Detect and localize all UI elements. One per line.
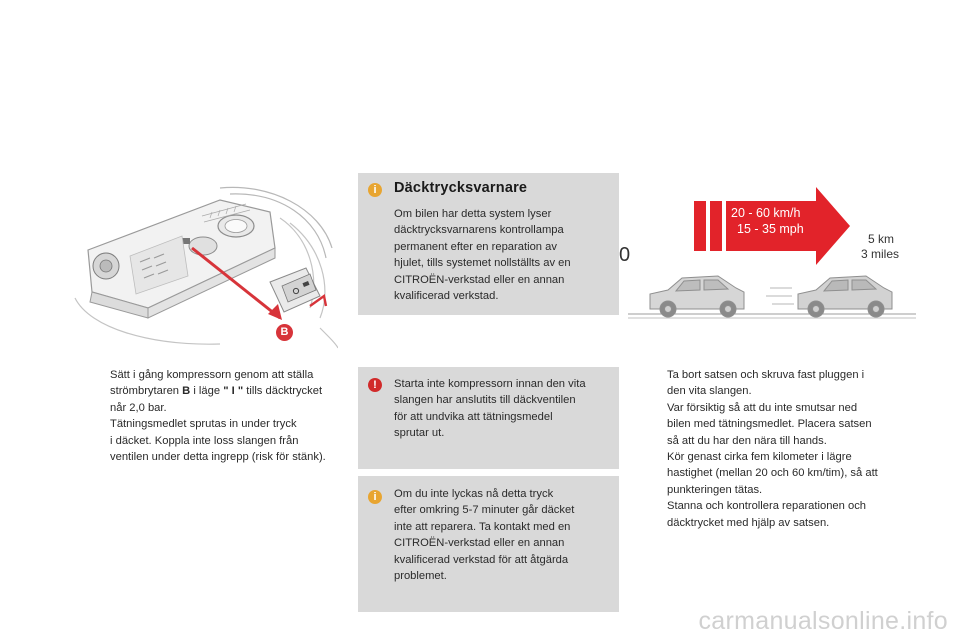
instruction-text: tills däcktrycket — [243, 385, 323, 398]
start-zero-label: 0 — [619, 244, 631, 266]
info-icon: i — [368, 490, 382, 504]
repair-fail-line: inte att reparera. Ta kontakt med en — [394, 520, 571, 533]
instruction-item — [643, 367, 933, 449]
instruction-line: Stanna och kontrollera reparationen och — [667, 500, 867, 513]
compressor-kit-illustration — [70, 178, 338, 350]
instruction-line: i däcket. Koppla inte loss slangen från — [110, 434, 299, 447]
repair-fail-line: problemet. — [394, 570, 447, 583]
tpms-line: permanent efter en reparation av — [394, 240, 557, 253]
speed-mph-label: 15 - 35 mph — [737, 222, 804, 236]
tpms-title: Däcktrycksvarnare — [394, 180, 528, 196]
instruction-item — [643, 449, 933, 498]
instruction-line: punkteringen tätas. — [667, 483, 763, 496]
right-instructions — [643, 367, 933, 531]
position-i-label: " I " — [223, 385, 244, 398]
distance-miles-label: 3 miles — [861, 247, 900, 261]
callout-b-badge — [276, 324, 293, 341]
tpms-info-box — [358, 173, 619, 315]
instruction-line: Kör genast cirka fem kilometer i lägre — [667, 451, 852, 464]
instruction-line — [110, 383, 348, 399]
moving-car-icon — [798, 276, 892, 317]
instruction-line: når 2,0 bar. — [110, 401, 167, 414]
instruction-line: hastighet (mellan 20 och 60 km/tim), så att — [667, 467, 878, 480]
repair-fail-line: efter omkring 5-7 minuter går däcket — [394, 504, 575, 517]
repair-fail-info-box — [358, 476, 619, 612]
tpms-line: däcktrycksvarnarens kontrollampa — [394, 224, 564, 237]
warning-text — [394, 376, 586, 442]
repair-fail-line: kvalificerad verkstad för att åtgärda — [394, 553, 569, 566]
instruction-line: bilen med tätningsmedlet. Placera satsen — [667, 418, 872, 431]
watermark: carmanualsonline.info — [698, 607, 948, 635]
tpms-line: Om bilen har detta system lyser — [394, 208, 552, 220]
instruction-line: Sätt i gång kompressorn genom att ställa — [110, 369, 314, 381]
info-icon: i — [368, 183, 382, 197]
tpms-text — [394, 206, 571, 304]
instruction-line: Var försiktig så att du inte smutsar ned — [667, 401, 858, 414]
instruction-line: så att du har den nära till hands. — [667, 434, 827, 447]
warning-line: Starta inte kompressorn innan den vita — [394, 378, 586, 390]
tpms-line: CITROËN-verkstad eller en annan — [394, 273, 565, 286]
repair-fail-text — [394, 486, 574, 584]
repair-fail-line: CITROËN-verkstad eller en annan — [394, 537, 565, 550]
warning-line: slangen har anslutits till däckventilen — [394, 394, 576, 407]
warning-icon: ! — [368, 378, 382, 392]
tpms-line: hjulet, tills systemet nollställts av en — [394, 257, 571, 270]
car-icon — [650, 276, 744, 317]
tpms-line: kvalificerad verkstad. — [394, 290, 499, 303]
warning-box — [358, 367, 619, 469]
distance-km-label: 5 km — [868, 232, 895, 246]
instruction-text: strömbrytaren — [110, 385, 183, 398]
speed-kmh-label: 20 - 60 km/h — [731, 206, 801, 220]
callout-b-label: B — [280, 326, 289, 338]
repair-fail-line: Om du inte lyckas nå detta tryck — [394, 488, 554, 500]
warning-line: sprutar ut. — [394, 427, 445, 440]
warning-line: för att undvika att tätningsmedel — [394, 410, 553, 423]
left-instruction — [86, 367, 348, 465]
instruction-text: i läge — [190, 385, 224, 398]
instruction-line: ventilen under detta ingrepp (risk för stänk). — [110, 451, 326, 464]
instruction-item — [643, 498, 933, 531]
instruction-item — [86, 367, 348, 465]
instruction-line: däcktrycket med hjälp av satsen. — [667, 516, 830, 529]
instruction-line: den vita slangen. — [667, 385, 752, 398]
instruction-line: Tätningsmedlet sprutas in under tryck — [110, 418, 297, 431]
instruction-line: Ta bort satsen och skruva fast pluggen i — [667, 369, 865, 381]
switch-b-label: B — [182, 385, 191, 398]
